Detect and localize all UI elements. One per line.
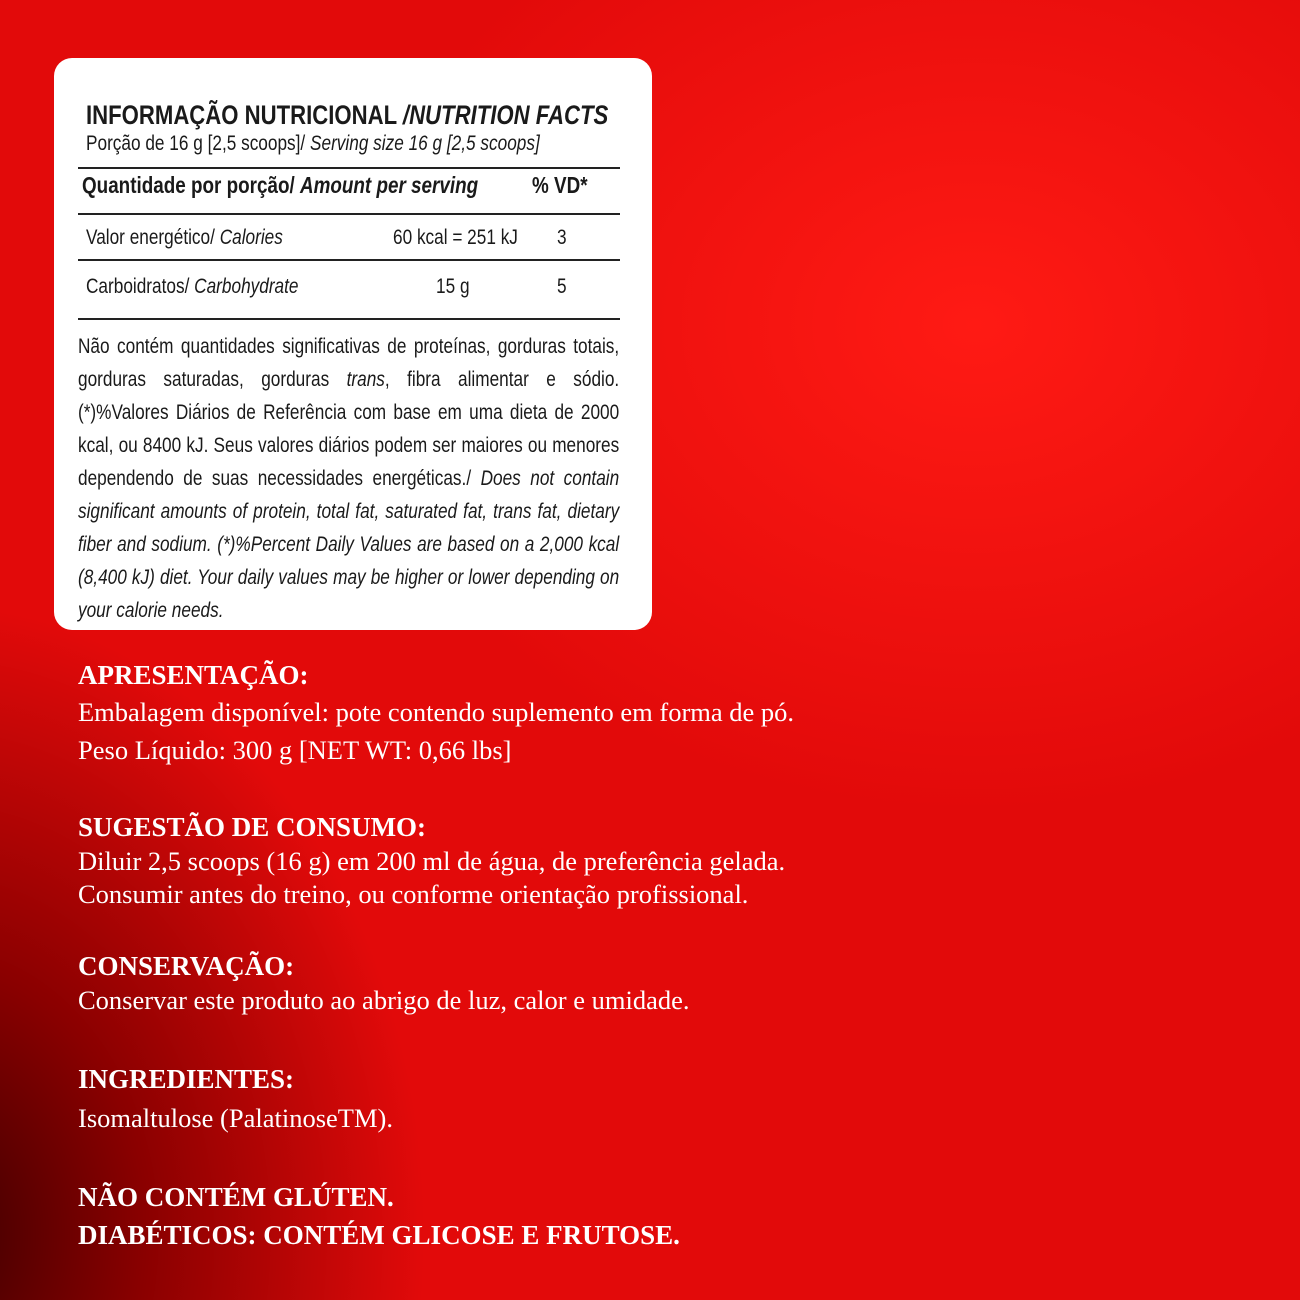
diabetic-warning: DIABÉTICOS: CONTÉM GLICOSE E FRUTOSE. <box>78 1220 680 1250</box>
note-trans: trans <box>346 368 385 391</box>
name-en: Carbohydrate <box>194 275 299 298</box>
note-pt: Não contém quantidades significativas de proteínas, gorduras totais, gorduras saturadas, gorduras <box>78 335 620 391</box>
nutrition-footnote <box>78 330 619 627</box>
section-title: SUGESTÃO DE CONSUMO: <box>78 812 427 842</box>
row-vd: 3 <box>557 226 567 249</box>
note-pt: , fibra alimentar e sódio. (*)%Valores Diários de Referência com base em uma dieta de 2000 kcal, ou 8400 kJ. Seus valores diários podem ser maiores ou menores dependendo de suas necessidades energéticas./ <box>78 368 620 490</box>
section-line: Diluir 2,5 scoops (16 g) em 200 ml de água, de preferência gelada. <box>78 846 786 876</box>
divider <box>78 213 620 215</box>
divider <box>78 259 620 261</box>
section-ingredientes <box>78 1060 393 1138</box>
name-pt: Valor energético/ <box>86 226 220 249</box>
serving-en: Serving size 16 g [2,5 scoops] <box>310 132 540 155</box>
section-line: Consumir antes do treino, ou conforme orientação profissional. <box>78 879 749 909</box>
section-title: CONSERVAÇÃO: <box>78 951 295 981</box>
section-title: APRESENTAÇÃO: <box>78 660 309 690</box>
section-line: Embalagem disponível: pote contendo suplemento em forma de pó. <box>78 697 795 727</box>
note-en: Does not contain significant amounts of protein, total fat, saturated fat, trans fat, dietary fiber and sodium. (*)%Percent Daily Values are based on a 2,000 kcal (8,400 kJ) diet. Your daily values may be higher or lower depending on your calorie needs. <box>78 467 620 622</box>
name-pt: Carboidratos/ <box>86 275 195 298</box>
section-line: Peso Líquido: 300 g [NET WT: 0,66 lbs] <box>78 735 512 765</box>
title-pt: INFORMAÇÃO NUTRICIONAL <box>86 100 403 130</box>
section-sugestao <box>78 809 785 911</box>
header-en: Amount per serving <box>299 172 479 198</box>
table-header-amount <box>82 172 478 199</box>
row-amount: 60 kcal = 251 kJ <box>393 226 518 249</box>
title-en: /NUTRITION FACTS <box>402 100 609 130</box>
section-avisos <box>78 1177 680 1253</box>
row-name <box>86 226 283 250</box>
section-conservacao <box>78 948 690 1017</box>
serving-pt: Porção de 16 g [2,5 scoops]/ <box>86 132 311 155</box>
divider <box>78 318 620 320</box>
serving-size <box>86 132 540 156</box>
divider <box>78 167 620 169</box>
row-amount: 15 g <box>436 275 470 298</box>
section-title: INGREDIENTES: <box>78 1064 295 1094</box>
nutrition-title <box>86 100 608 131</box>
row-name <box>86 275 299 299</box>
row-vd: 5 <box>557 275 567 298</box>
gluten-warning: NÃO CONTÉM GLÚTEN. <box>78 1182 394 1212</box>
section-line: Isomaltulose (PalatinoseTM). <box>78 1103 393 1133</box>
name-en: Calories <box>219 226 283 249</box>
nutrition-facts-card <box>54 58 652 630</box>
header-pt: Quantidade por porção/ <box>82 172 300 198</box>
section-line: Conservar este produto ao abrigo de luz, calor e umidade. <box>78 985 690 1015</box>
table-header-vd: % VD* <box>532 172 588 198</box>
section-apresentacao <box>78 657 794 769</box>
